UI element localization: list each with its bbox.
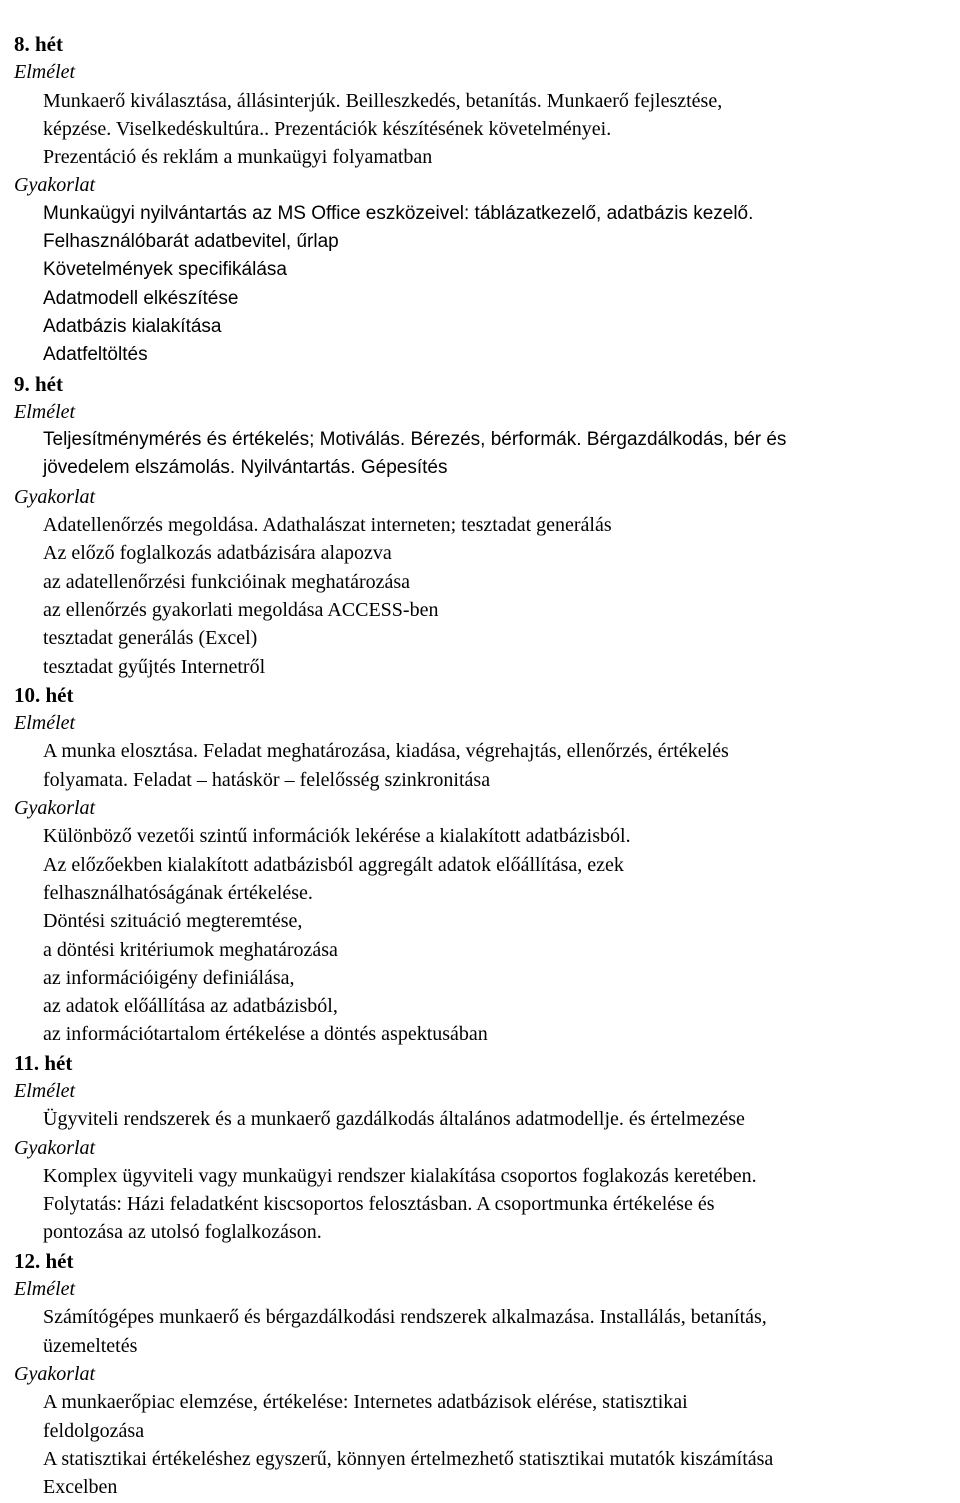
paragraph: Felhasználóbarát adatbevitel, űrlap [43, 231, 339, 253]
section-label: Gyakorlat [14, 174, 96, 197]
paragraph: Teljesítménymérés és értékelés; Motiválás. Bérezés, bérformák. Bérgazdálkodás, bér és jövedelem elszámolás. Nyilvántartás. Gépesítés [43, 429, 787, 479]
paragraph: tesztadat gyűjtés Internetről [43, 655, 266, 678]
paragraph: A munkaerőpiac elemzése, értékelése: Internetes adatbázisok elérése, statisztikai feldolgozása [43, 1391, 688, 1442]
week-section [14, 1049, 942, 1247]
week-title: 10. hét [14, 682, 74, 707]
theory-section [14, 1275, 942, 1360]
section-label: Gyakorlat [14, 797, 96, 820]
paragraph: Adatmodell elkészítése [43, 287, 239, 309]
theory-section [14, 709, 942, 794]
section-label: Elmélet [14, 400, 76, 423]
paragraph: az adatok előállítása az adatbázisból, [43, 995, 338, 1018]
practice-section [14, 1360, 942, 1501]
section-label: Gyakorlat [14, 485, 96, 508]
paragraph: Adatbázis kialakítása [43, 315, 222, 337]
paragraph: Az előző foglalkozás adatbázisára alapozva [43, 542, 392, 565]
theory-section [14, 58, 942, 171]
theory-section [14, 1077, 942, 1134]
section-label: Elmélet [14, 1278, 76, 1301]
paragraph: Az előzőekben kialakított adatbázisból aggregált adatok előállítása, ezek felhasználhatóságának értékelése. [43, 853, 624, 904]
week-title: 8. hét [14, 32, 63, 56]
paragraph: az információtartalom értékelése a döntés aspektusában [43, 1023, 488, 1046]
paragraph: a döntési kritériumok meghatározása [43, 938, 338, 961]
practice-section [14, 171, 942, 369]
paragraph: Különböző vezetői szintű információk lekérése a kialakított adatbázisból. [43, 825, 631, 848]
section-label: Gyakorlat [14, 1136, 96, 1159]
section-label: Elmélet [14, 712, 76, 735]
section-label: Gyakorlat [14, 1362, 96, 1385]
paragraph: Ügyviteli rendszerek és a munkaerő gazdálkodás általános adatmodellje. és értelmezése [43, 1108, 745, 1131]
week-title: 12. hét [14, 1248, 74, 1273]
practice-section [14, 1134, 942, 1247]
paragraph: Követelmények specifikálása [43, 259, 287, 281]
week-section [14, 681, 942, 1049]
paragraph: Munkaerő kiválasztása, állásinterjúk. Beilleszkedés, betanítás. Munkaerő fejlesztése, képzése. Viselkedéskultúra.. Prezentációk készítésének követelményei. Prezentáció és reklám a munkaügyi folyamatban [43, 89, 723, 169]
paragraph: Döntési szituáció megteremtése, [43, 910, 303, 933]
paragraph: Munkaügyi nyilvántartás az MS Office eszközeivel: táblázatkezelő, adatbázis kezelő. [43, 202, 754, 224]
paragraph: Adatellenőrzés megoldása. Adathalászat interneten; tesztadat generálás [43, 514, 612, 537]
theory-section [14, 398, 942, 483]
section-label: Elmélet [14, 1079, 76, 1102]
paragraph: az ellenőrzés gyakorlati megoldása ACCESS-ben [43, 598, 439, 621]
week-section [14, 1247, 942, 1502]
week-section [14, 30, 942, 370]
practice-section [14, 483, 942, 681]
paragraph: Folytatás: Házi feladatként kiscsoportos felosztásban. A csoportmunka értékelése és pontozása az utolsó foglalkozáson. [43, 1193, 715, 1244]
week-title: 9. hét [14, 371, 63, 396]
paragraph: Komplex ügyviteli vagy munkaügyi rendszer kialakítása csoportos foglakozás keretében. [43, 1164, 757, 1187]
paragraph: az adatellenőrzési funkcióinak meghatározása [43, 570, 411, 593]
paragraph: Számítógépes munkaerő és bérgazdálkodási rendszerek alkalmazása. Installálás, betanítás, üzemeltetés [43, 1306, 767, 1357]
paragraph: Adatfeltöltés [43, 344, 148, 366]
week-title: 11. hét [14, 1050, 73, 1075]
practice-section [14, 794, 942, 1049]
paragraph: tesztadat generálás (Excel) [43, 627, 258, 650]
paragraph: A statisztikai értékeléshez egyszerű, könnyen értelmezhető statisztikai mutatók kiszámítása Excelben [43, 1447, 774, 1499]
paragraph: az információigény definiálása, [43, 966, 295, 989]
paragraph: A munka elosztása. Feladat meghatározása, kiadása, végrehajtás, ellenőrzés, értékelés folyamata. Feladat – hatáskör – felelősség szinkronitása [43, 740, 729, 791]
week-section [14, 370, 942, 681]
section-label: Elmélet [14, 61, 76, 84]
